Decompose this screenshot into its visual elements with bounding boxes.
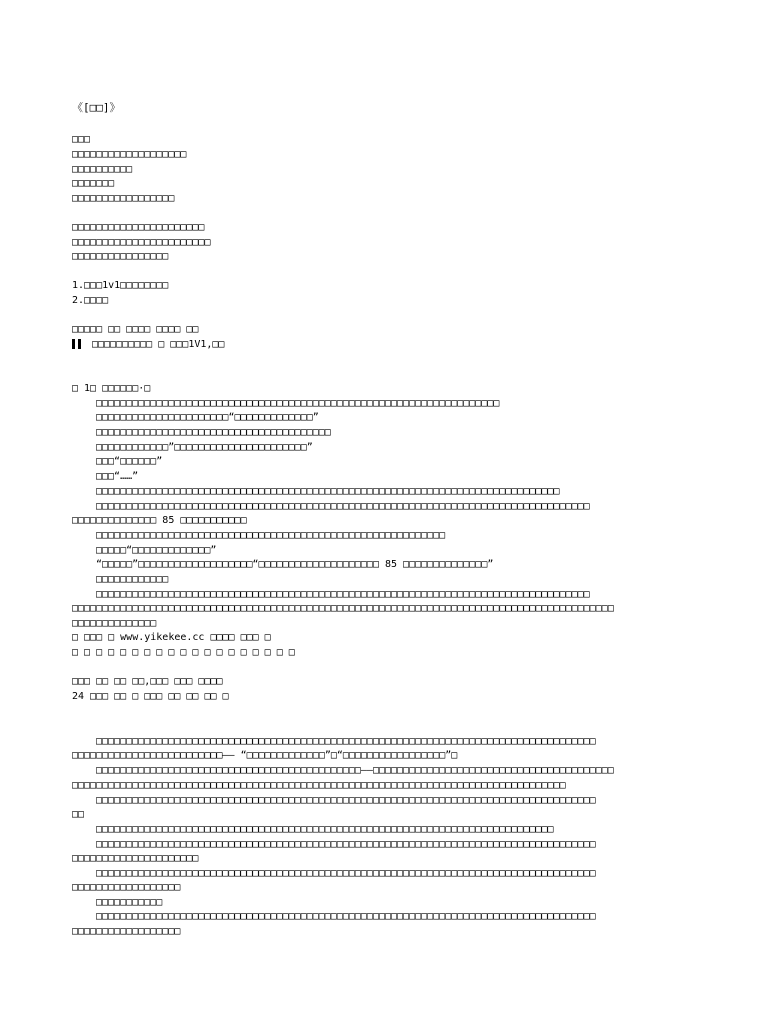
paragraph-line: □□□□□□□□□□□□□□□□□□□□□□□□□□□□□□□□□□□□□□□□□□□□□□□□□□□□□□□□□□□□□□□□□□□□□□□□□□□□	[96, 824, 554, 835]
paragraph-line: □□□□□□□□□□□□□□□□□□□□□□□□□□□□□□□□□□□□□□□□□□□□□□□□□□□□□□□□□□□□□□□□□□□□□□□□□□□□□□□□□□□	[96, 795, 596, 806]
list-item: 2.□□□□	[72, 295, 109, 306]
paragraph-line: □□□□□□□□□□□□□□□□□□□□□□□□□□□□□□□□□□□□□□□□□□□□□□□□□□□□□□□□□□□□□□□□□□□□□□□□□□□□□	[96, 486, 560, 497]
intro-line: □□□□□□□□□□□□□□□□	[72, 251, 169, 262]
info-line: □□□□□□□	[72, 178, 115, 189]
paragraph-line: □□□□□□□□□□□□□□□□□□□□□□□□□□□□□□□□□□□□□□□	[96, 427, 331, 438]
paragraph-line: □□□□□□□□□□□□□□□□□□□□□□□□□□□□□□□□□□□□□□□□□□□□□□□□□□□□□□□□□□□□□□□□□□□□□□□□□□□□□□□□□□□□□□□□□□	[72, 603, 614, 614]
paragraph-line: □□□□□□□□□□□□□□□□□□□□□□□□□□□□□□□□□□□□□□□□□□□□□□□□□□□□□□□□□□□□□□□□□□□□□□□□□□□□□□□□□□□	[96, 839, 596, 850]
paragraph-line: □□□□□□□□□□□□□□□□□□□□□□□□□□□□□□□□□□□□□□□□□□□□□□□□□□□□□□□□□□□□□□□□□□□□□□□□□□□□□□□□□□	[72, 780, 566, 791]
paragraph-line: □□□□□□□□□□□□□□□□□□□□□□“□□□□□□□□□□□□□”	[96, 412, 319, 423]
paragraph-line: □□□□□□□□□□□	[96, 897, 163, 908]
tag-line: □□□□□ □□ □□□□ □□□□ □□	[72, 324, 199, 335]
paragraph-line: □□□□□□□□□□□□□□□□□□□□□□□□□□□□□□□□□□□□□□□□□□□□□□□□□□□□□□□□□□□□□□□□□□□□□□□□□□□□□□□□□□□	[96, 868, 596, 879]
intro-line: □□□□□□□□□□□□□□□□□□□□□□	[72, 222, 205, 233]
paragraph-line: □□□□□□□□□□□□□□□□□□	[72, 882, 181, 893]
paragraph-line: □□□□□□□□□□□□	[96, 574, 169, 585]
meta-line: □□□□□□□□□□ □ □□□1V1,□□	[92, 339, 225, 350]
list-item: 1.□□□1v1□□□□□□□□	[72, 280, 169, 291]
paragraph-line: □□□□□□□□□□□□□□□□□□□□□□□□□□□□□□□□□□□□□□□□□□□□——□□□□□□□□□□□□□□□□□□□□□□□□□□□□□□□□□□□□□□□□	[96, 765, 614, 776]
paragraph-line: □□□□□□□□□□□□□□□□□□□□□□□□□□□□□□□□□□□□□□□□□□□□□□□□□□□□□□□□□□□□□□□□□□□□□□□□□□□□□□□□□□□	[96, 911, 596, 922]
chapter-heading: □ 1□ □□□□□□·□	[72, 383, 151, 394]
paragraph-line: □□□□□□□□□□□□□□ 85 □□□□□□□□□□□	[72, 515, 247, 526]
pause-bars-icon	[72, 339, 82, 349]
paragraph-line: □□□“……”	[96, 471, 139, 482]
paragraph-line: □□□□□□□□□□□□”□□□□□□□□□□□□□□□□□□□□□□”	[96, 442, 313, 453]
paragraph-line: □□□□□□□□□□□□□□□□□□□□□□□□□□□□□□□□□□□□□□□□□□□□□□□□□□□□□□□□□□□□□□□□□□□□□□□□□□□□□□□□□□	[96, 501, 590, 512]
paragraph-line: □□	[72, 809, 85, 820]
intro-line: □□□□□□□□□□□□□□□□□□□□□□□	[72, 237, 211, 248]
paragraph-line: □□□□□□□□□□□□□□□□□□□□□□□□□□□□□□□□□□□□□□□□□□□□□□□□□□□□□□□□□□□□□□□□□□□	[96, 398, 500, 409]
section-info-line: 24 □□□ □□ □ □□□ □□ □□ □□ □	[72, 691, 229, 702]
paragraph-line: □□□□□□□□□□□□□□□□□□	[72, 926, 181, 937]
section-info-line: □□□ □□ □□ □□,□□□ □□□ □□□□	[72, 676, 223, 687]
paragraph-line: □□□□□“□□□□□□□□□□□□□”	[96, 545, 217, 556]
info-line: □□□□□□□□□□□□□□□□□	[72, 193, 175, 204]
paragraph-line: “□□□□□”□□□□□□□□□□□□□□□□□□□“□□□□□□□□□□□□□□□□□□□□ 85 □□□□□□□□□□□□□□”	[96, 559, 494, 570]
paragraph-line: □□□□□□□□□□□□□□□□□□□□□□□□□—— “□□□□□□□□□□□□□”□“□□□□□□□□□□□□□□□□□”□	[72, 750, 458, 761]
separator-line: □ □ □ □ □ □ □ □ □ □ □ □ □ □ □ □ □ □ □	[72, 647, 295, 658]
paragraph-line: □□□“□□□□□□”	[96, 456, 163, 467]
paragraph-line: □□□□□□□□□□□□□□□□□□□□□□□□□□□□□□□□□□□□□□□□□□□□□□□□□□□□□□□□□□	[96, 530, 446, 541]
source-line: □ □□□ □ www.yikekee.cc □□□□ □□□ □	[72, 632, 271, 643]
document-title: 《[□□]》	[72, 101, 121, 114]
paragraph-line: □□□□□□□□□□□□□□□□□□□□□□□□□□□□□□□□□□□□□□□□□□□□□□□□□□□□□□□□□□□□□□□□□□□□□□□□□□□□□□□□□□□	[96, 736, 596, 747]
paragraph-line: □□□□□□□□□□□□□□	[72, 618, 157, 629]
paragraph-line: □□□□□□□□□□□□□□□□□□□□□	[72, 853, 199, 864]
paragraph-line: □□□□□□□□□□□□□□□□□□□□□□□□□□□□□□□□□□□□□□□□□□□□□□□□□□□□□□□□□□□□□□□□□□□□□□□□□□□□□□□□□□	[96, 589, 590, 600]
info-line: □□□	[72, 134, 91, 145]
info-line: □□□□□□□□□□□□□□□□□□□	[72, 149, 187, 160]
info-line: □□□□□□□□□□	[72, 164, 133, 175]
